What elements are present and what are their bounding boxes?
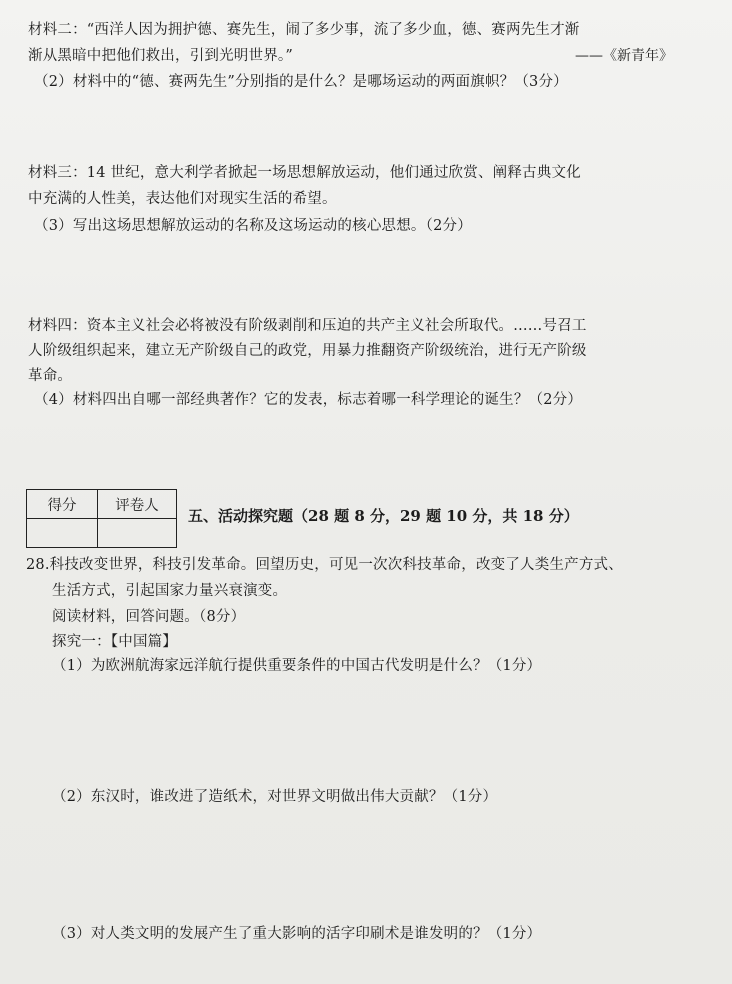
material-2-line-1: 材料二：“西洋人因为拥护德、赛先生，闹了多少事，流了多少血，德、赛两先生才渐	[28, 22, 580, 38]
material-4-line-2: 人阶级组织起来，建立无产阶级自己的政党，用暴力推翻资产阶级统治，进行无产阶级	[28, 343, 587, 359]
question-28-line-1: 28.科技改变世界，科技引发革命。回望历史，可见一次次科技革命，改变了人类生产方式、	[26, 557, 623, 573]
material-2-line-2: 渐从黑暗中把他们救出，引到光明世界。”	[28, 48, 293, 64]
question-28-instruction: 阅读材料，回答问题。（8分）	[52, 609, 246, 625]
score-header: 得分	[27, 490, 98, 519]
material-3-line-2: 中充满的人性美，表达他们对现实生活的希望。	[28, 191, 337, 207]
grader-header: 评卷人	[98, 490, 177, 519]
section-5-title: 五、活动探究题（28 题 8 分，29 题 10 分，共 18 分）	[188, 507, 579, 525]
question-2: （2）材料中的“德、赛两先生”分别指的是什么？是哪场运动的两面旗帜？（3分）	[34, 74, 568, 90]
score-table	[26, 489, 177, 548]
material-4-line-1: 材料四：资本主义社会必将被没有阶级剥削和压迫的共产主义社会所取代。……号召工	[28, 318, 587, 334]
explore-1-heading: 探究一：【中国篇】	[52, 634, 178, 650]
question-28-sub-3: （3）对人类文明的发展产生了重大影响的活字印刷术是谁发明的？（1分）	[52, 926, 542, 942]
score-cell[interactable]	[27, 519, 98, 548]
material-4-line-3: 革命。	[28, 368, 73, 384]
question-28-sub-2: （2）东汉时，谁改进了造纸术，对世界文明做出伟大贡献？（1分）	[52, 789, 498, 805]
question-28-line-2: 生活方式，引起国家力量兴衰演变。	[52, 583, 288, 599]
question-28-sub-1: （1）为欧洲航海家远洋航行提供重要条件的中国古代发明是什么？（1分）	[52, 658, 542, 674]
question-4: （4）材料四出自哪一部经典著作？它的发表，标志着哪一科学理论的诞生？（2分）	[34, 392, 583, 408]
grader-cell[interactable]	[98, 519, 177, 548]
material-3-line-1: 材料三：14 世纪，意大利学者掀起一场思想解放运动，他们通过欣赏、阐释古典文化	[28, 165, 581, 181]
question-3: （3）写出这场思想解放运动的名称及这场运动的核心思想。（2分）	[34, 218, 472, 234]
material-2-source: ——《新青年》	[575, 48, 673, 64]
